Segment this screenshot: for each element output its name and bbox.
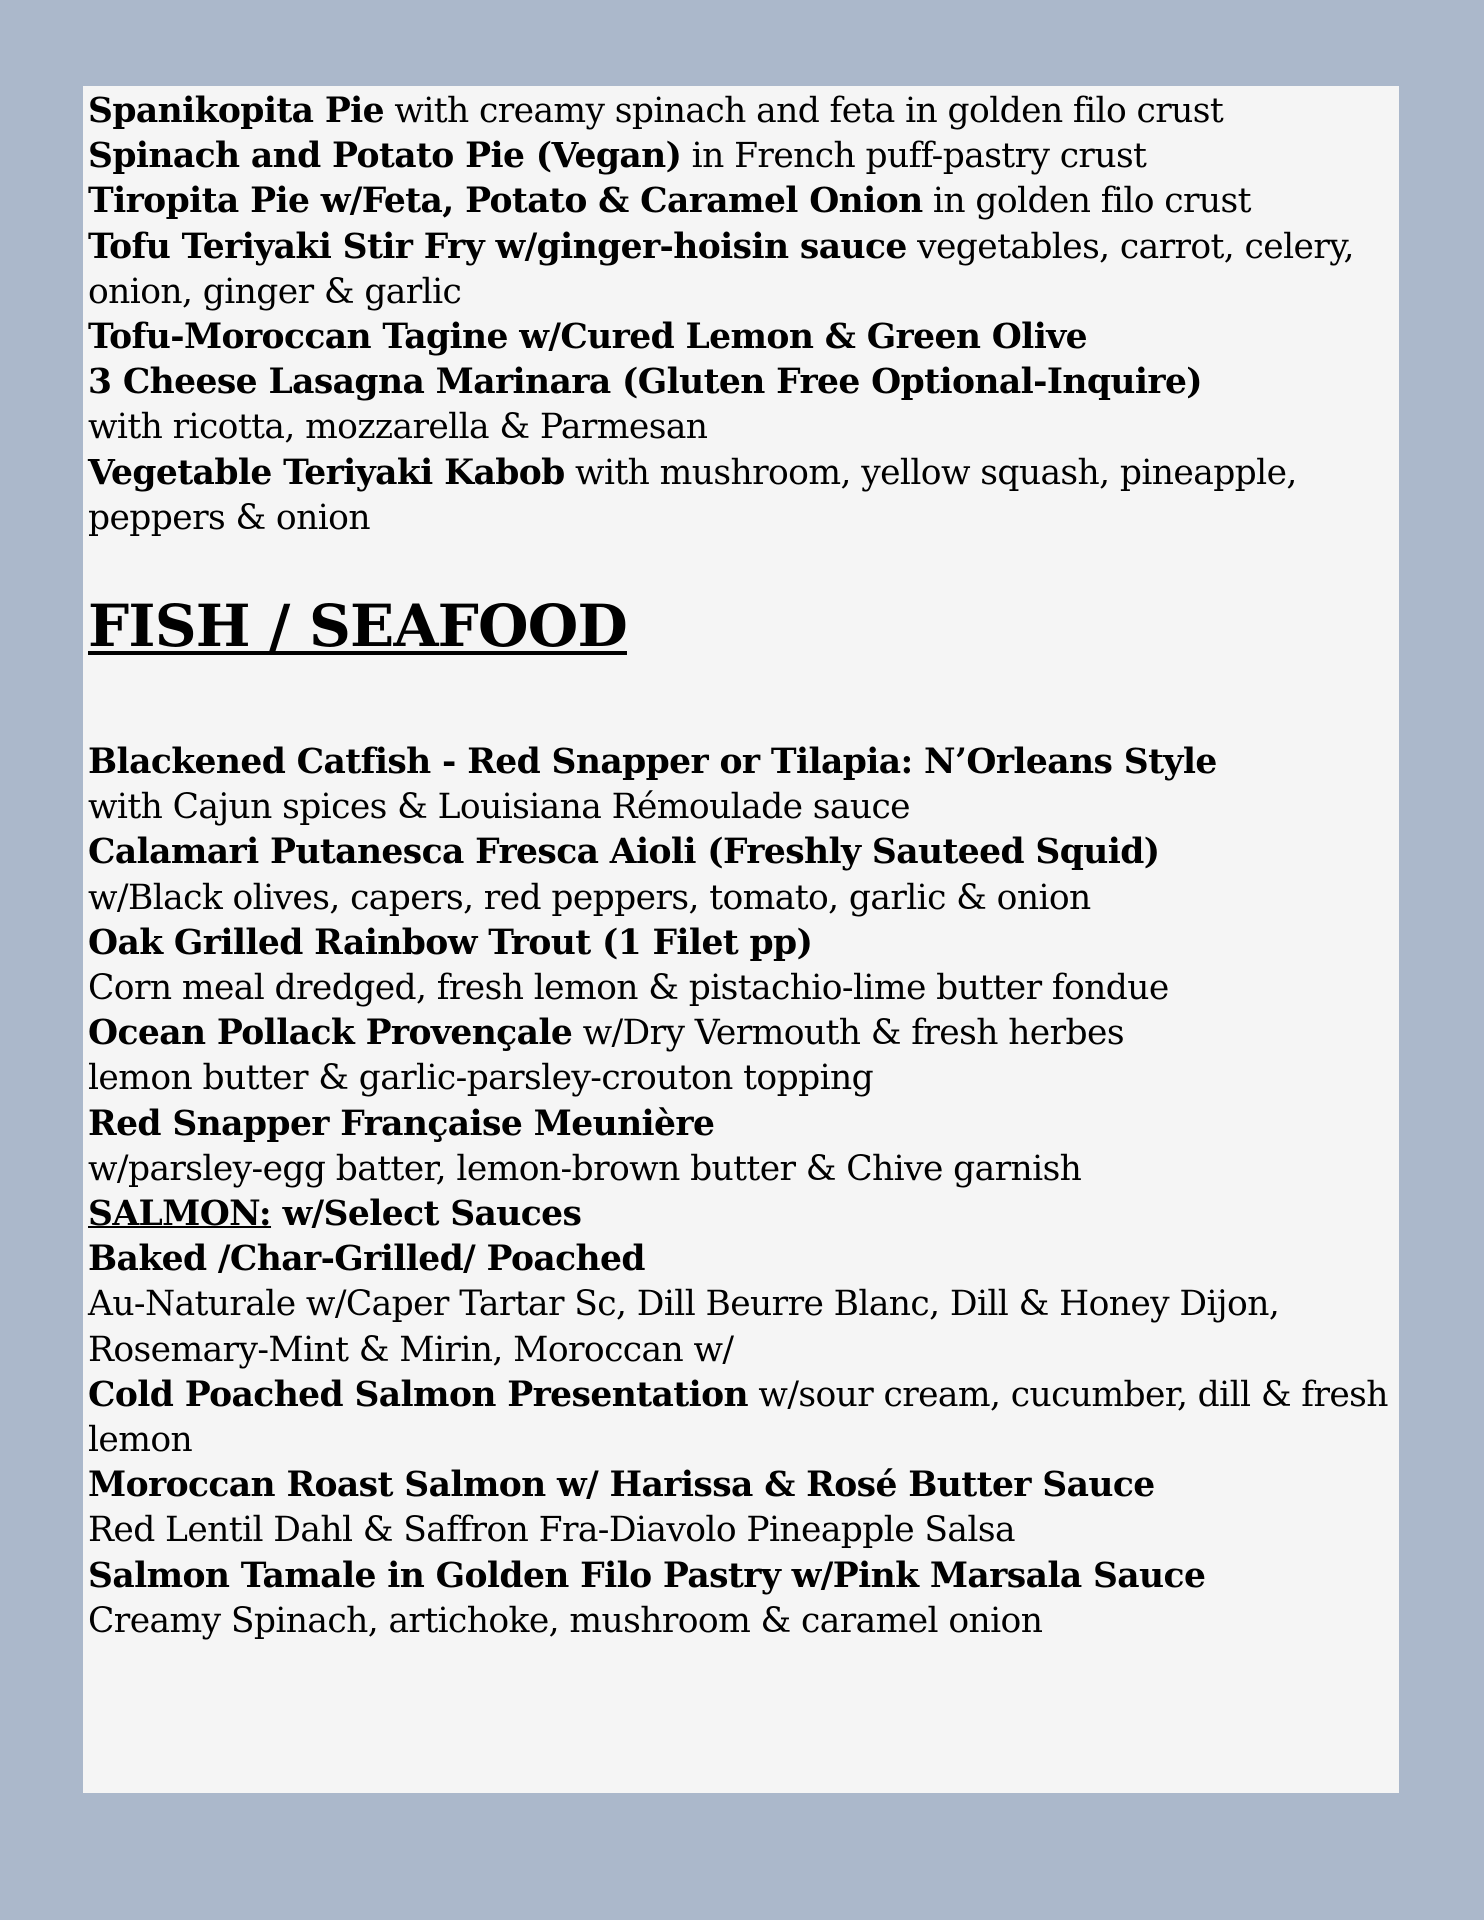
item-description-continued: peppers & onion [88,497,370,538]
item-description: w/parsley-egg batter, lemon-brown butter & Chive garnish [88,1148,1082,1189]
menu-item [88,360,1385,405]
item-description: w/sour cream, cucumber, dill & fresh [748,1374,1388,1415]
item-description: with mushroom, yellow squash, pineapple, [564,452,1297,493]
menu-item [88,1011,1385,1056]
menu-item [88,921,1385,966]
item-description-continued: with ricotta, mozzarella & Parmesan [88,407,708,448]
item-description: w/Dry Vermouth & fresh herbes [572,1013,1124,1054]
salmon-sauces-continued: Rosemary-Mint & Mirin, Moroccan w/ [88,1329,734,1370]
salmon-label: SALMON: [88,1194,272,1235]
menu-item [88,179,1385,224]
menu-page [83,86,1399,1793]
salmon-label-rest: w/Select Sauces [271,1194,582,1235]
menu-item [88,134,1385,179]
salmon-methods: Baked /Char-Grilled/ Poached [88,1239,645,1280]
item-description: w/Black olives, capers, red peppers, tomato, garlic & onion [88,877,1091,918]
menu-item [88,1102,1385,1147]
menu-item [88,225,1385,270]
salmon-sauces: Au-Naturale w/Caper Tartar Sc, Dill Beurre Blanc, Dill & Honey Dijon, [88,1284,1280,1325]
item-name: Oak Grilled Rainbow Trout (1 Filet pp) [88,922,813,963]
item-description-continued: lemon [88,1420,193,1461]
menu-item [88,315,1385,360]
section-title: FISH / SEAFOOD [88,592,627,661]
item-name: Red Snapper Française Meunière [88,1103,715,1144]
fish-seafood-items [88,740,1388,1644]
item-name: Blackened Catfish - Red Snapper or Tilapia: N’Orleans Style [88,742,1217,783]
item-name: Spinach and Potato Pie (Vegan) [88,136,682,177]
menu-item [88,451,1385,496]
item-description: with creamy spinach and feta in golden filo crust [384,91,1224,131]
item-description: Corn meal dredged, fresh lemon & pistachio-lime butter fondue [88,968,1169,1009]
item-name: Calamari Putanesca Fresca Aioli (Freshly Sauteed Squid) [88,832,1160,873]
menu-item [88,1554,1385,1599]
item-name: Moroccan Roast Salmon w/ Harissa & Rosé Butter Sauce [88,1465,1155,1506]
item-name: Spanikopita Pie [88,91,385,131]
item-description: Creamy Spinach, artichoke, mushroom & caramel onion [88,1600,1043,1641]
item-description: in golden filo crust [922,181,1251,222]
item-name: Tofu Teriyaki Stir Fry w/ginger-hoisin sauce [88,226,907,267]
menu-item [88,1373,1388,1418]
menu-item [88,830,1385,875]
salmon-heading [88,1192,1385,1237]
item-description: with Cajun spices & Louisiana Rémoulade sauce [88,787,910,828]
item-description: Red Lentil Dahl & Saffron Fra-Diavolo Pineapple Salsa [88,1510,1015,1551]
menu-item [88,89,1385,134]
item-name: Salmon Tamale in Golden Filo Pastry w/Pink Marsala Sauce [88,1555,1206,1596]
item-description-continued: onion, ginger & garlic [88,271,462,312]
item-name: Ocean Pollack Provençale [88,1013,573,1054]
item-name: Tofu-Moroccan Tagine w/Cured Lemon & Green Olive [88,317,1087,358]
menu-item [88,1463,1385,1508]
menu-item [88,740,1385,785]
item-description-continued: lemon butter & garlic-parsley-crouton topping [88,1058,874,1099]
item-name: Vegetable Teriyaki Kabob [88,452,565,493]
vegetarian-items [88,89,1385,541]
item-name: 3 Cheese Lasagna Marinara (Gluten Free Optional-Inquire) [88,362,1203,403]
item-description: in French puff-pastry crust [681,136,1147,177]
item-name: Tiropita Pie w/Feta, Potato & Caramel Onion [88,181,923,222]
item-description: vegetables, carrot, celery, [906,226,1354,267]
item-name: Cold Poached Salmon Presentation [88,1374,749,1415]
